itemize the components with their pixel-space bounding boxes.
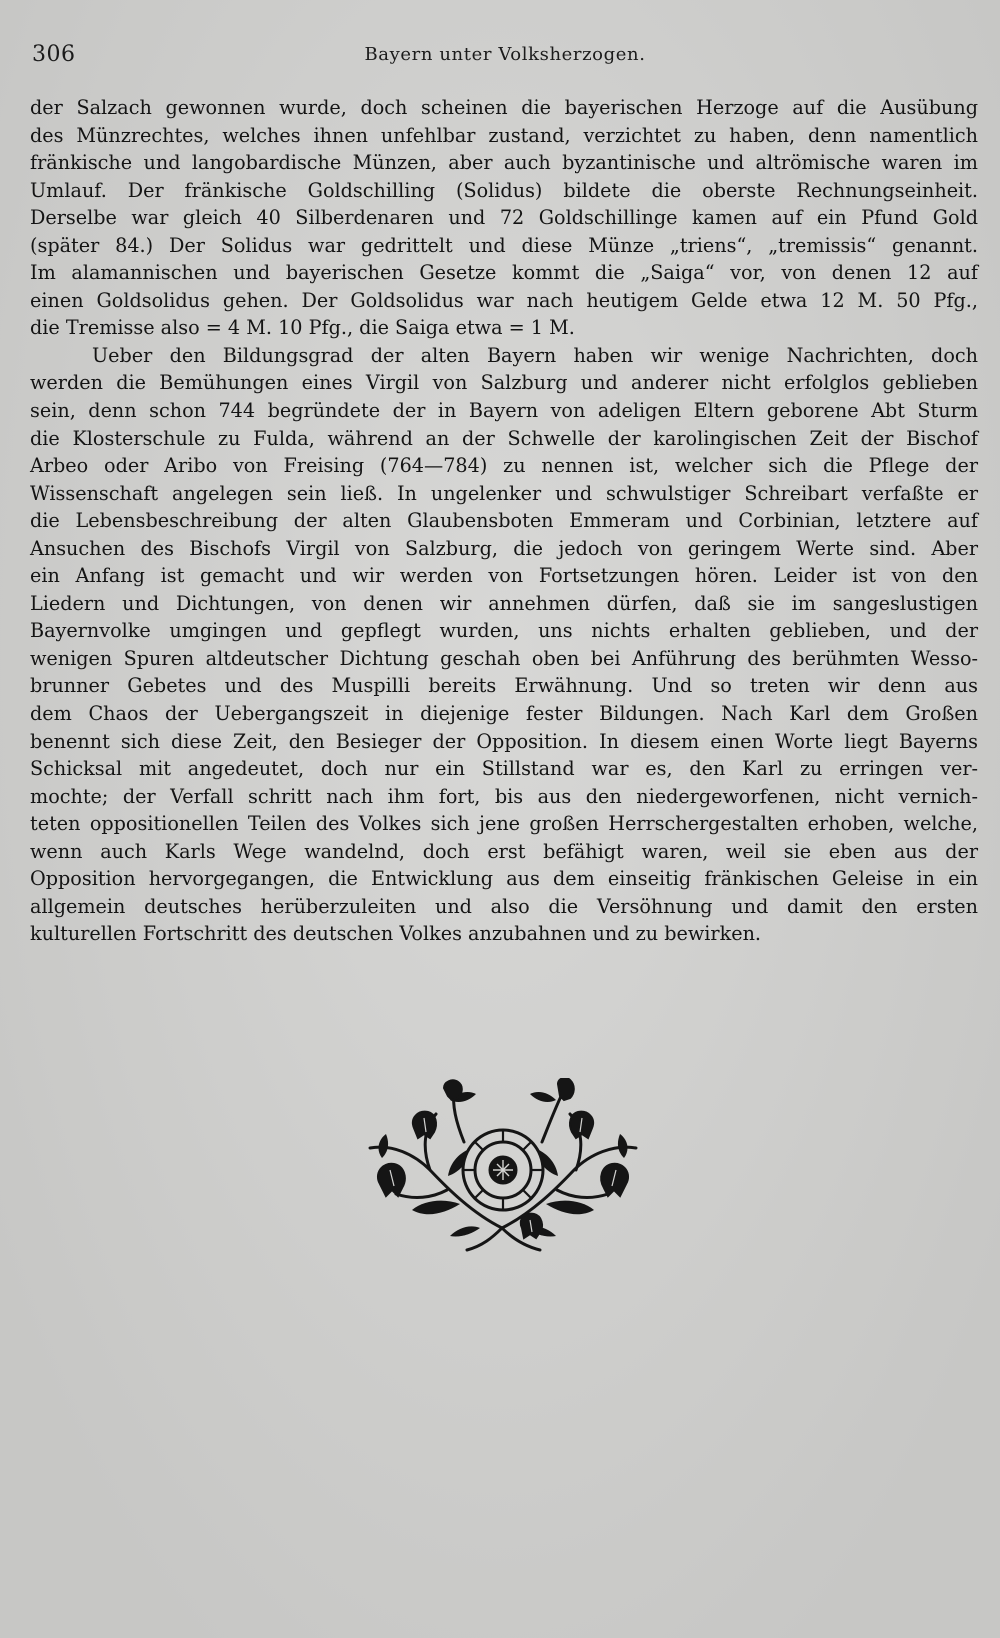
text-line: wenn auch Karls Wege wandelnd, doch erst befähigt waren, weil sie eben aus der [30, 839, 978, 863]
body-text [30, 94, 978, 948]
text-line: fränkische und langobardische Münzen, aber auch byzantinische und altrömische waren im [30, 151, 978, 175]
text-line: Wissenschaft angelegen sein ließ. In ungelenker und schwulstiger Schreibart verfaßte er [30, 481, 978, 505]
text-line: der Salzach gewonnen wurde, doch scheinen die bayerischen Herzoge auf die Ausübung [30, 96, 978, 119]
text-line: Ansuchen des Bischofs Virgil von Salzburg, die jedoch von geringem Werte sind. Aber [30, 536, 978, 560]
text-line: (später 84.) Der Solidus war gedrittelt und diese Münze „triens“, „tremissis“ genannt. [30, 233, 978, 257]
text-line: mochte; der Verfall schritt nach ihm fort, bis aus den niedergeworfenen, nicht vernich- [30, 784, 978, 808]
text-line: die Lebensbeschreibung der alten Glaubensboten Emmeram und Corbinian, letztere auf [30, 509, 978, 533]
text-line: werden die Bemühungen eines Virgil von Salzburg und anderer nicht erfolglos geblieben [30, 371, 978, 395]
text-line: Arbeo oder Aribo von Freising (764—784) zu nennen ist, welcher sich die Pflege der [30, 454, 978, 478]
text-line: Umlauf. Der fränkische Goldschilling (Solidus) bildete die oberste Rechnungseinheit. [30, 178, 978, 202]
running-header [32, 38, 978, 74]
text-line: einen Goldsolidus gehen. Der Goldsolidus war nach heutigem Gelde etwa 12 M. 50 Pfg., [30, 288, 978, 312]
text-line: wenigen Spuren altdeutscher Dichtung geschah oben bei Anführung des berühmten Wesso- [30, 646, 978, 670]
text-line: Im alamannischen und bayerischen Gesetze kommt die „Saiga“ vor, von denen 12 auf [30, 261, 978, 285]
text-line: brunner Gebetes und des Muspilli bereits Erwähnung. Und so treten wir denn aus [30, 674, 978, 698]
text-line: die Tremisse also = 4 M. 10 Pfg., die Saiga etwa = 1 M. [30, 316, 575, 340]
text-line: Schicksal mit angedeutet, doch nur ein Stillstand war es, den Karl zu erringen ver- [30, 757, 978, 781]
text-line: allgemein deutsches herüberzuleiten und also die Versöhnung und damit den ersten [30, 894, 978, 918]
text-line: Derselbe war gleich 40 Silberdenaren und 72 Goldschillinge kamen auf ein Pfund Gold [30, 206, 978, 230]
text-line: benennt sich diese Zeit, den Besieger der Opposition. In diesem einen Worte liegt Bayerns [30, 729, 978, 753]
text-line: des Münzrechtes, welches ihnen unfehlbar zustand, verzichtet zu haben, denn namentlich [30, 123, 978, 147]
paragraph-coinage [30, 94, 978, 342]
floral-vignette-icon [352, 1078, 654, 1252]
text-line: Opposition hervorgegangen, die Entwicklung aus dem einseitig fränkischen Geleise in ein [30, 867, 978, 891]
page-number: 306 [32, 42, 76, 67]
text-line: ein Anfang ist gemacht und wir werden von Fortsetzungen hören. Leider ist von den [30, 564, 978, 588]
text-line: dem Chaos der Uebergangszeit in diejenige fester Bildungen. Nach Karl dem Großen [30, 702, 978, 726]
text-line: kulturellen Fortschritt des deutschen Volkes anzubahnen und zu bewirken. [30, 922, 762, 946]
paragraph-education [30, 342, 978, 948]
text-line: Bayernvolke umgingen und gepflegt wurden, uns nichts erhalten geblieben, und der [30, 619, 978, 643]
text-line: Ueber den Bildungsgrad der alten Bayern haben wir wenige Nachrichten, doch [92, 343, 978, 367]
running-title: Bayern unter Volksherzogen. [364, 44, 646, 65]
text-line: Liedern und Dichtungen, von denen wir annehmen dürfen, daß sie im sangeslustigen [30, 591, 978, 615]
text-line: teten oppositionellen Teilen des Volkes sich jene großen Herrschergestalten erhoben, welche, [30, 812, 978, 836]
text-line: sein, denn schon 744 begründete der in Bayern von adeligen Eltern geborene Abt Sturm [30, 399, 978, 423]
text-line: die Klosterschule zu Fulda, während an der Schwelle der karolingischen Zeit der Bischof [30, 426, 978, 450]
